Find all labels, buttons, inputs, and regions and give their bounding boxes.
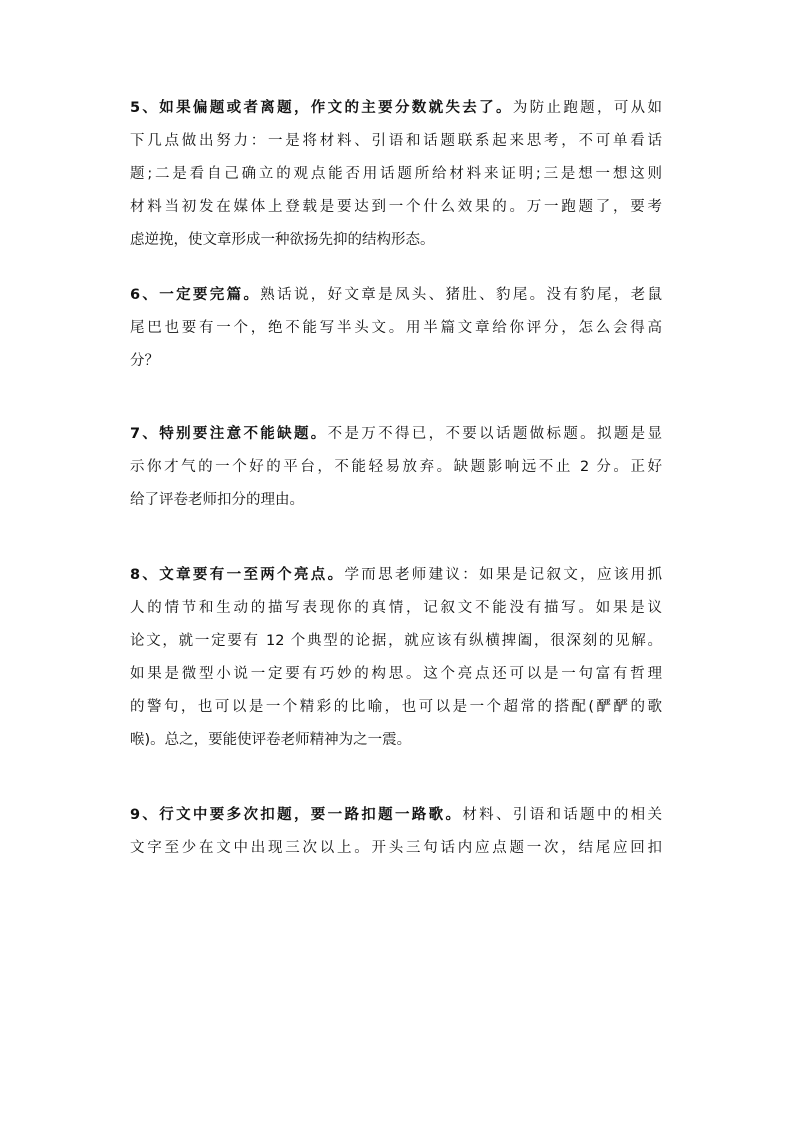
paragraph-line: 喉)。总之，要能使评卷老师精神为之一震。 — [130, 732, 412, 748]
section-heading: 6、一定要完篇。 — [130, 287, 261, 303]
paragraph-line: 示你才气的一个好的平台，不能轻易放弃。缺题影响远不止 2 分。正好 — [130, 459, 662, 475]
paragraph-line: 文字至少在文中出现三次以上。开头三句话内应点题一次，结尾应回扣 — [130, 840, 662, 856]
paragraph-line: 人的情节和生动的描写表现你的真情，记叙文不能没有描写。如果是议 — [130, 600, 662, 616]
section-5 — [130, 92, 662, 257]
section-text: 为防止跑题，可从如 — [512, 100, 662, 116]
paragraph-line — [130, 418, 662, 451]
section-text: 学而思老师建议：如果是记叙文，应该用抓 — [344, 567, 662, 583]
paragraph-line: 分？ — [130, 353, 159, 369]
document-page — [130, 92, 662, 865]
paragraph-line: 尾巴也要有一个，绝不能写半头文。用半篇文章给你评分，怎么会得高 — [130, 320, 662, 336]
section-text: 材料、引语和话题中的相关 — [462, 807, 663, 823]
paragraph-line — [130, 559, 662, 592]
section-heading: 5、如果偏题或者离题，作文的主要分数就失去了。 — [130, 100, 513, 116]
section-8 — [130, 559, 662, 757]
paragraph-line: 材料当初发在媒体上登载是要达到一个什么效果的。万一跑题了，要考 — [130, 199, 662, 215]
section-heading: 9、行文中要多次扣题，要一路扣题一路歌。 — [130, 807, 463, 823]
paragraph-line: 的警句，也可以是一个精彩的比喻，也可以是一个超常的搭配(酽酽的歌 — [130, 699, 662, 715]
section-heading: 7、特别要注意不能缺题。 — [130, 426, 328, 442]
section-9 — [130, 799, 662, 865]
section-6 — [130, 279, 662, 378]
paragraph-line — [130, 799, 662, 832]
paragraph-line — [130, 92, 662, 125]
paragraph-line: 虑逆挽，使文章形成一种欲扬先抑的结构形态。 — [130, 232, 435, 248]
paragraph-line: 题;二是看自己确立的观点能否用话题所给材料来证明;三是想一想这则 — [130, 166, 662, 182]
section-7 — [130, 418, 662, 517]
paragraph-line: 如果是微型小说一定要有巧妙的构思。这个亮点还可以是一句富有哲理 — [130, 666, 662, 682]
paragraph-line: 论文，就一定要有 12 个典型的论据，就应该有纵横捭阖，很深刻的见解。 — [130, 633, 662, 649]
paragraph-line: 给了评卷老师扣分的理由。 — [130, 492, 304, 508]
section-heading: 8、文章要有一至两个亮点。 — [130, 567, 345, 583]
paragraph-line: 下几点做出努力：一是将材料、引语和话题联系起来思考，不可单看话 — [130, 133, 662, 149]
section-text: 不是万不得已，不要以话题做标题。拟题是显 — [327, 426, 663, 442]
paragraph-line — [130, 279, 662, 312]
section-text: 熟话说，好文章是凤头、猪肚、豹尾。没有豹尾，老鼠 — [260, 287, 662, 303]
